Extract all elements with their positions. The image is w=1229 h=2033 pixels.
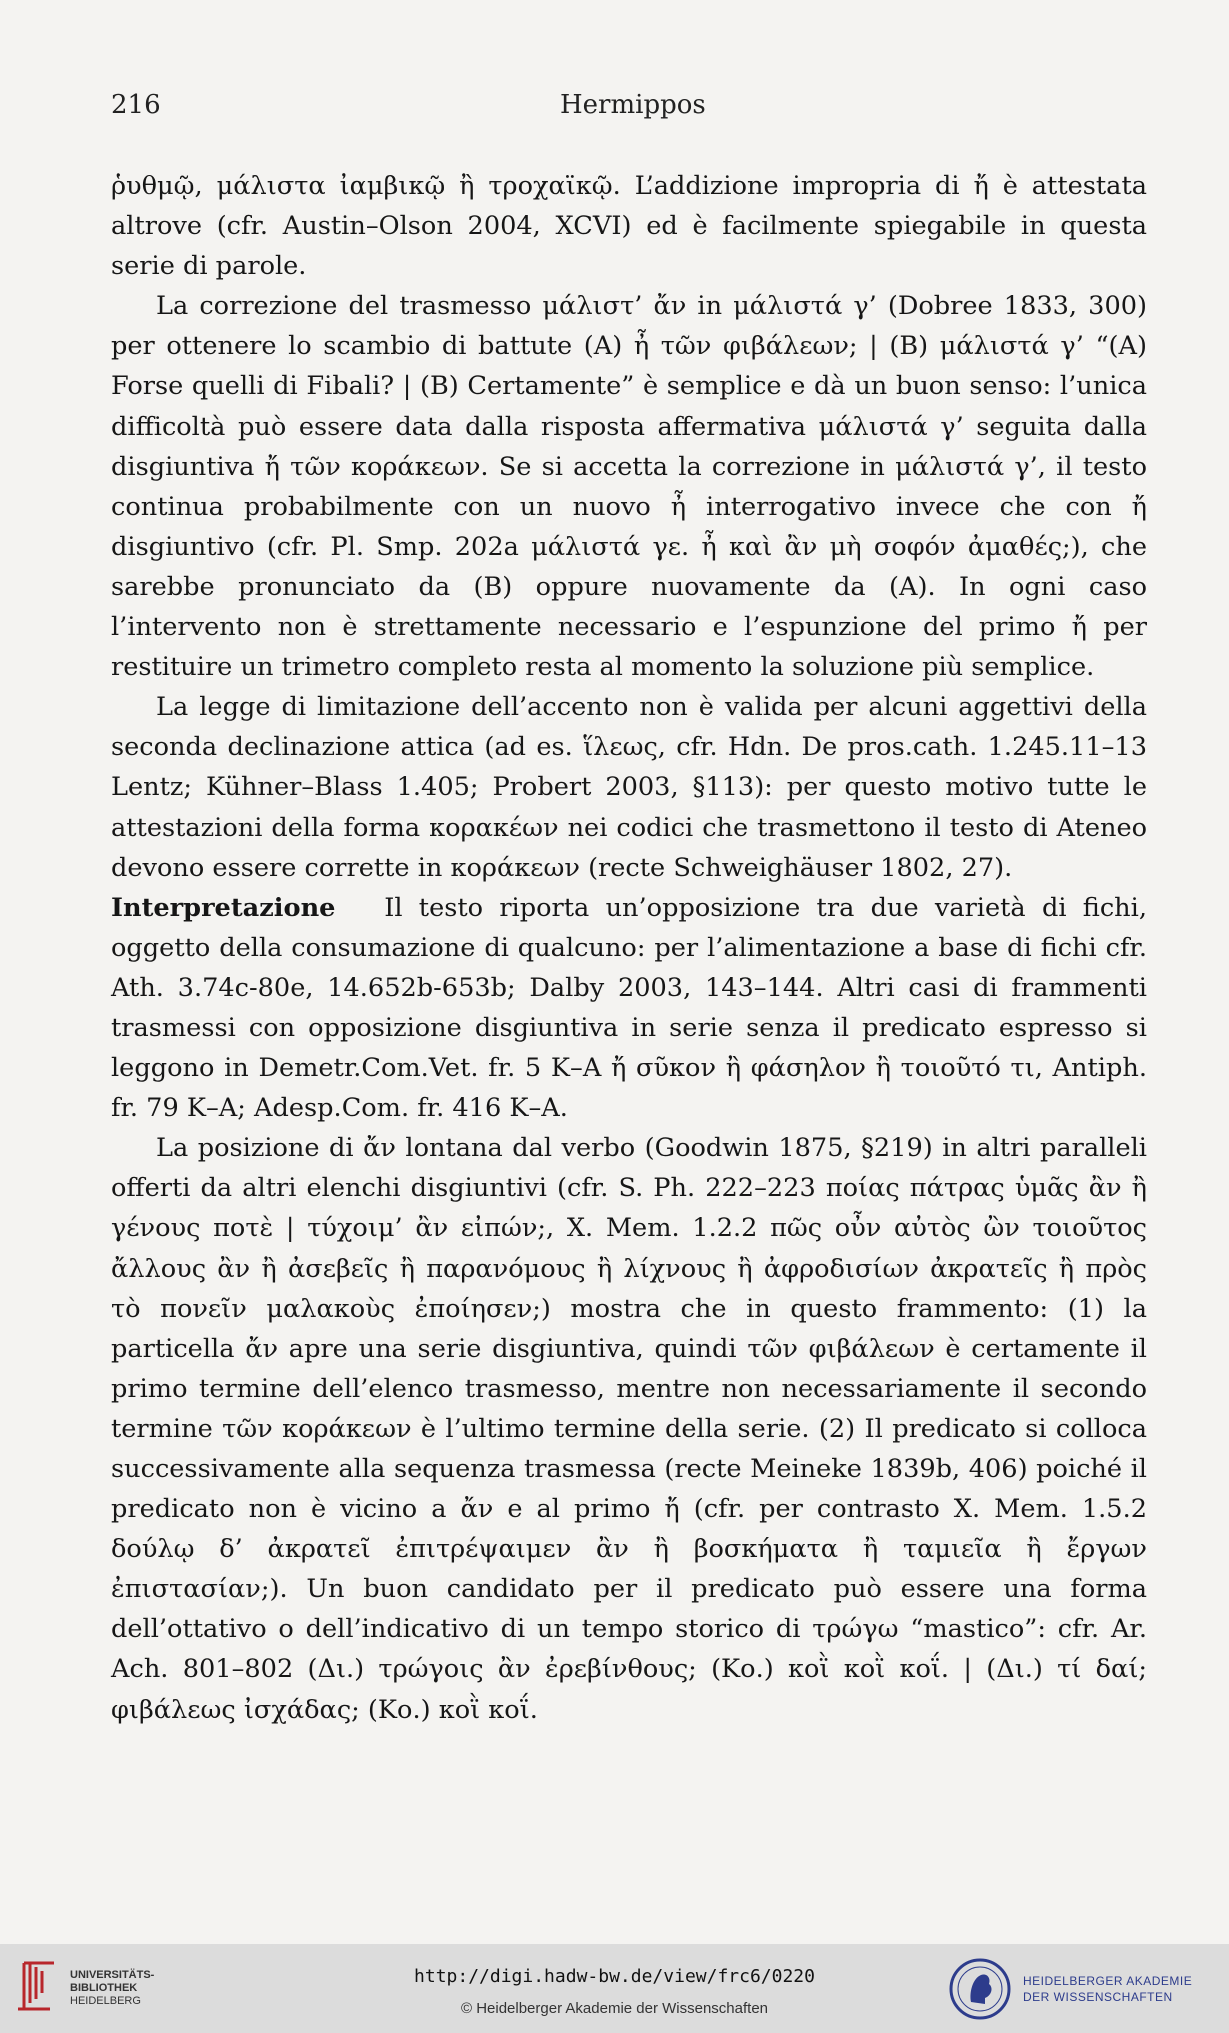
body-text (111, 166, 1147, 1730)
ub-line-2: BIBLIOTHEK (70, 1982, 138, 1994)
academy-name (1023, 1973, 1192, 2005)
academy-line-2: DER WISSENSCHAFTEN (1023, 1990, 1173, 2004)
permalink-url[interactable]: http://digi.hadw-bw.de/view/frc6/0220 (414, 1966, 815, 1987)
paragraph-1: ῥυθμῷ, μάλιστα ἰαμβικῷ ἢ τροχαϊκῷ. L’addizione impropria di ἤ è attestata altrove (cfr. Austin–Olson 2004, XCVI) ed è facilmente spiegabile in questa serie di parole. (111, 171, 1147, 282)
paragraph-5: La posizione di ἄν lontana dal verbo (Goodwin 1875, §219) in altri paralleli offerti da altri elenchi disgiuntivi (cfr. S. Ph. 222–223 ποίας πάτρας ὑμᾶς ἂν ἢ γένους ποτὲ | τύχοιμ’ ἂν εἰπών;, X. Mem. 1.2.2 πῶς οὖν αὐτὸς ὢν τοιοῦτος ἄλλους ἂν ἢ ἀσεβεῖς ἢ παρανόμους ἢ λίχνους ἢ ἀφροδισίων ἀκρατεῖς ἢ πρὸς τὸ πονεῖν μαλακοὺς ἐποίησεν;) mostra che in questo frammento: (1) la particella ἄν apre una serie disgiuntiva, quindi τῶν φιβάλεων è certamente il primo termine dell’elenco trasmesso, mentre non necessariamente il secondo termine τῶν κοράκεων è l’ultimo termine della serie. (2) Il predicato si colloca successivamente alla sequenza trasmessa (recte Meineke 1839b, 406) poiché il predicato non è vicino a ἄν e al primo ἤ (cfr. per contrasto X. Mem. 1.5.2 δούλῳ δ’ ἀκρατεῖ ἐπιτρέψαιμεν ἂν ἢ βοσκήματα ἢ ταμιεῖα ἢ ἔργων ἐπιστασίαν;). Un buon candidato per il predicato può essere una forma dell’ottativo o dell’indicativo di un tempo storico di τρώγω “mastico”: cfr. Ar. Ach. 801–802 (Δι.) τρώγοις ἂν ἐρεβίνθους; (Κο.) κοῒ κοῒ κοΐ. | (Δι.) τί δαί; φιβάλεως ἰσχάδας; (Κο.) κοῒ κοΐ. (111, 1133, 1147, 1725)
running-title: Hermippos (560, 90, 706, 120)
footer-bar (0, 1944, 1229, 2033)
paragraph-4: Il testo riporta un’opposizione tra due varietà di fichi, oggetto della consumazione di qualcuno: per l’alimentazione a base di fichi cfr. Ath. 3.74c-80e, 14.652b-653b; Dalby 2003, 143–144. Altri casi di frammenti trasmessi con opposizione disgiuntiva in serie senza il predicato espresso si leggono in Demetr.Com.Vet. fr. 5 K–A ἤ σῦκον ἢ φάσηλον ἢ τοιοῦτό τι, Antiph. fr. 79 K–A; Adesp.Com. fr. 416 K–A. (111, 892, 1147, 1124)
paragraph-2: La correzione del trasmesso μάλιστ’ ἄν in μάλιστά γ’ (Dobree 1833, 300) per ottenere lo scambio di battute (A) ἦ τῶν φιβάλεων; | (B) μάλιστά γ’ “(A) Forse quelli di Fibali? | (B) Certamente” è semplice e dà un buon senso: l’unica difficoltà può essere data dalla risposta affermativa μάλιστά γ’ seguita dalla disgiuntiva ἤ τῶν κοράκεων. Se si accetta la correzione in μάλιστά γ’, il testo continua probabilmente con un nuovo ἦ interrogativo invece che con ἤ disgiuntivo (cfr. Pl. Smp. 202a μάλιστά γε. ἦ καὶ ἂν μὴ σοφόν ἀμαθές;), che sarebbe pronunciato da (B) oppure nuovamente da (A). In ogni caso l’intervento non è strettamente necessario e l’espunzione del primo ἤ per restituire un trimetro completo resta al momento la soluzione più semplice. (111, 291, 1147, 683)
academy-line-1: HEIDELBERGER AKADEMIE (1023, 1974, 1193, 1988)
page-header (0, 90, 1229, 124)
ub-line-1: UNIVERSITÄTS- (70, 1969, 155, 1981)
academy-seal-icon (947, 1958, 1013, 2020)
page-number: 216 (111, 90, 161, 120)
academy-logo[interactable] (947, 1958, 1217, 2020)
paragraph-interpretazione (111, 888, 1147, 1129)
paragraph-3: La legge di limitazione dell’accento non è valida per alcuni aggettivi della seconda declinazione attica (ad es. ἵλεως, cfr. Hdn. De pros.cath. 1.245.11–13 Lentz; Kühner–Blass 1.405; Probert 2003, §113): per questo motivo tutte le attestazioni della forma κορακέων nei codici che trasmettono il testo di Ateneo devono essere corrette in κοράκεων (recte Schweighäuser 1802, 27). (111, 692, 1147, 883)
copyright-notice: © Heidelberger Akademie der Wissenschaften (460, 2000, 769, 2017)
section-label: Interpretazione (111, 892, 336, 923)
ub-line-3: HEIDELBERG (70, 1995, 141, 2007)
